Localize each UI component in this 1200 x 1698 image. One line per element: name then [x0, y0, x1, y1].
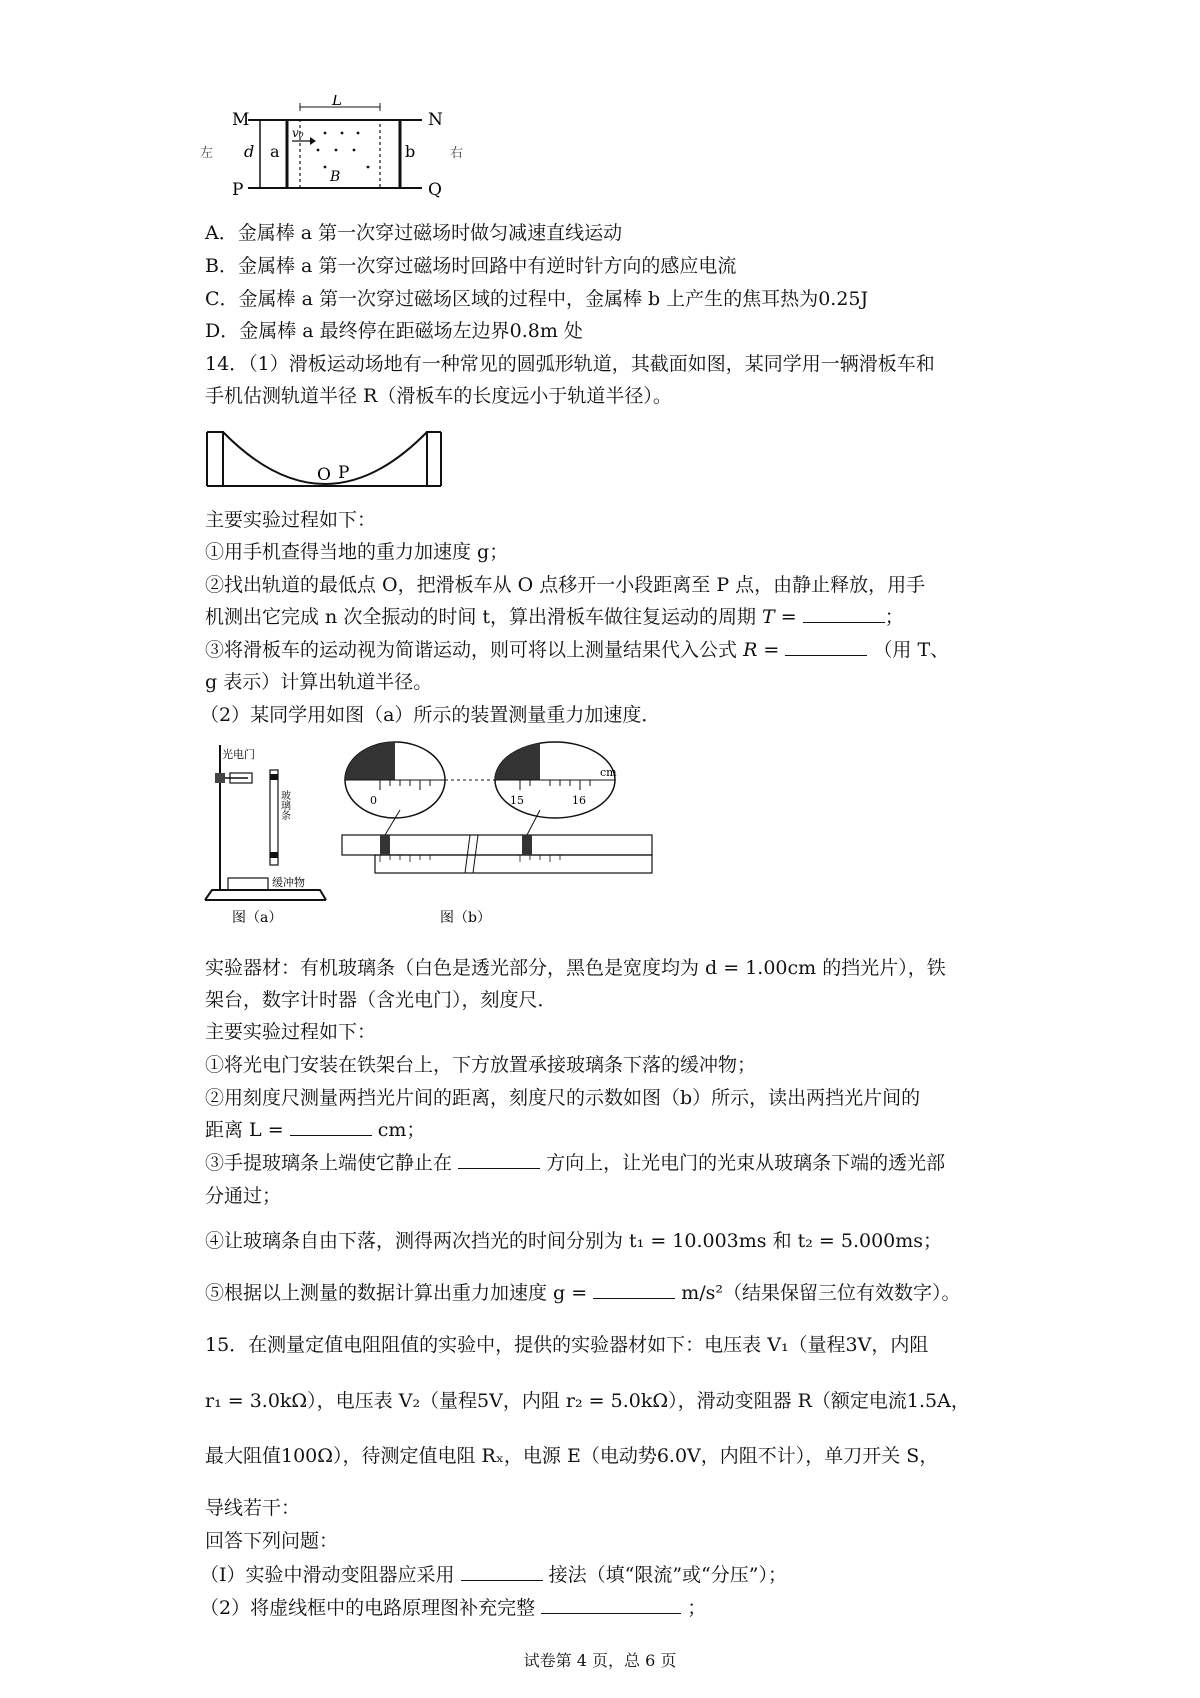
tick-15: 15 — [510, 794, 524, 807]
option-b: B．金属棒 a 第一次穿过磁场时回路中有逆时针方向的感应电流 — [205, 255, 737, 277]
radius-blank[interactable] — [785, 637, 867, 656]
track-label-o: O — [317, 465, 331, 485]
step-2a: ②找出轨道的最低点 O，把滑板车从 O 点移开一小段距离至 P 点，由静止释放，用手 — [205, 574, 926, 596]
label-q: Q — [428, 180, 442, 200]
distance-blank[interactable] — [290, 1117, 372, 1136]
step-1: ①用手机查得当地的重力加速度 g； — [205, 541, 509, 563]
glass-label: 玻璃条 — [278, 790, 290, 820]
proc-3a-post: 方向上，让光电门的光束从玻璃条下端的透光部 — [546, 1152, 946, 1174]
step-2b-text: 机测出它完成 n 次全振动的时间 t，算出滑板车做往复运动的周期 — [205, 606, 756, 628]
proc-2b — [205, 1117, 425, 1143]
buffer-label: 缓冲物 — [272, 876, 305, 889]
proc-2b-pre: 距离 L = — [205, 1119, 284, 1141]
q15-line-3: 最大阻值100Ω），待测定值电阻 Rₓ，电源 E（电动势6.0V，内阻不计），单刀开关 S， — [205, 1445, 939, 1467]
proc-4: ④让玻璃条自由下落，测得两次挡光的时间分别为 t₁ = 10.003ms 和 t₂ = 5.000ms； — [205, 1230, 943, 1252]
step-3a — [205, 637, 949, 663]
option-d: D．金属棒 a 最终停在距磁场左边界0.8m 处 — [205, 320, 583, 342]
q15-line-6-post: 接法（填“限流”或“分压”）； — [548, 1564, 787, 1586]
steps-title-2: 主要实验过程如下： — [205, 1021, 377, 1043]
q15-line-5: 回答下列问题： — [205, 1530, 339, 1552]
step-3a-text: ③将滑板车的运动视为简谐运动，则可将以上测量结果代入公式 — [205, 639, 738, 661]
materials-2: 架台，数字计时器（含光电门），刻度尺． — [205, 989, 557, 1011]
page-footer: 试卷第 4 页，总 6 页 — [523, 1651, 677, 1670]
period-symbol: T = — [762, 606, 797, 628]
rails-field-figure — [200, 95, 500, 205]
proc-1: ①将光电门安装在铁架台上，下方放置承接玻璃条下落的缓冲物； — [205, 1054, 757, 1076]
q14-part2: （2）某同学用如图（a）所示的装置测量重力加速度． — [200, 704, 661, 726]
period-blank[interactable] — [803, 604, 885, 623]
option-a: A．金属棒 a 第一次穿过磁场时做匀减速直线运动 — [205, 222, 623, 244]
circuit-blank[interactable] — [541, 1595, 681, 1614]
figure-a-apparatus — [200, 740, 330, 930]
q15-line-4: 导线若干： — [205, 1497, 301, 1519]
q14-intro-1: 14．（1）滑板运动场地有一种常见的圆弧形轨道，其截面如图，某同学用一辆滑板车和 — [205, 353, 935, 375]
gate-label: 光电门 — [222, 748, 255, 761]
label-m: M — [232, 110, 250, 130]
tick-16: 16 — [572, 794, 586, 807]
label-p: P — [232, 180, 244, 200]
steps-title: 主要实验过程如下： — [205, 509, 377, 531]
step-2b: 机测出它完成 n 次全振动的时间 t，算出滑板车做往复运动的周期 T = ； — [205, 606, 904, 628]
q15-line-1: 15．在测量定值电阻阻值的实验中，提供的实验器材如下：电压表 V₁（量程3V，内阻 — [205, 1334, 929, 1356]
label-field-b: B — [330, 169, 341, 185]
proc-3b: 分通过； — [205, 1185, 282, 1207]
proc-2a: ②用刻度尺测量两挡光片间的距离，刻度尺的示数如图（b）所示，读出两挡光片间的 — [205, 1087, 921, 1109]
proc-5-pre: ⑤根据以上测量的数据计算出重力加速度 g = — [205, 1282, 588, 1304]
label-b: b — [405, 142, 416, 161]
proc-3a — [205, 1150, 945, 1176]
unit-cm: cm — [600, 766, 617, 779]
q15-line-2: r₁ = 3.0kΩ），电压表 V₂（量程5V，内阻 r₂ = 5.0kΩ），滑动变阻器 R（额定电流1.5A， — [205, 1390, 970, 1412]
label-a: a — [270, 142, 280, 161]
option-c: C．金属棒 a 第一次穿过磁场区域的过程中，金属棒 b 上产生的焦耳热为0.25J — [205, 288, 869, 310]
arc-track-figure — [205, 428, 445, 490]
figure-b-ruler — [340, 740, 660, 930]
q15-line-7-pre: （2）将虚线框中的电路原理图补充完整 — [200, 1597, 536, 1619]
proc-5-post: m/s²（结果保留三位有效数字）。 — [681, 1282, 961, 1304]
label-n: N — [428, 110, 443, 130]
label-right: 右 — [450, 146, 464, 161]
step-3a-tail: （用 T、 — [873, 639, 950, 661]
q15-line-7 — [200, 1595, 706, 1621]
q15-line-6 — [200, 1562, 787, 1588]
proc-5 — [205, 1280, 961, 1306]
q15-line-6-pre: （I）实验中滑动变阻器应采用 — [200, 1564, 455, 1586]
direction-blank[interactable] — [458, 1150, 540, 1169]
label-left: 左 — [200, 146, 214, 161]
materials-1: 实验器材：有机玻璃条（白色是透光部分，黑色是宽度均为 d = 1.00cm 的挡光片），铁 — [205, 957, 946, 979]
figure-a-caption: 图（a） — [232, 910, 283, 926]
rheostat-method-blank[interactable] — [461, 1562, 543, 1581]
step-3b: g 表示）计算出轨道半径。 — [205, 671, 433, 693]
label-d: d — [244, 142, 255, 161]
gravity-blank[interactable] — [593, 1280, 675, 1299]
tick-0: 0 — [370, 794, 377, 807]
proc-2b-post: cm； — [377, 1119, 426, 1141]
q15-line-7-post: ； — [687, 1597, 707, 1619]
q14-intro-2: 手机估测轨道半径 R（滑板车的长度远小于轨道半径）。 — [205, 385, 672, 407]
radius-symbol: R = — [743, 639, 780, 661]
figure-b-caption: 图（b） — [440, 910, 491, 926]
label-v0: v₀ — [292, 126, 304, 140]
track-label-p: P — [338, 463, 350, 483]
proc-3a-pre: ③手提玻璃条上端使它静止在 — [205, 1152, 453, 1174]
label-l: L — [332, 95, 342, 109]
